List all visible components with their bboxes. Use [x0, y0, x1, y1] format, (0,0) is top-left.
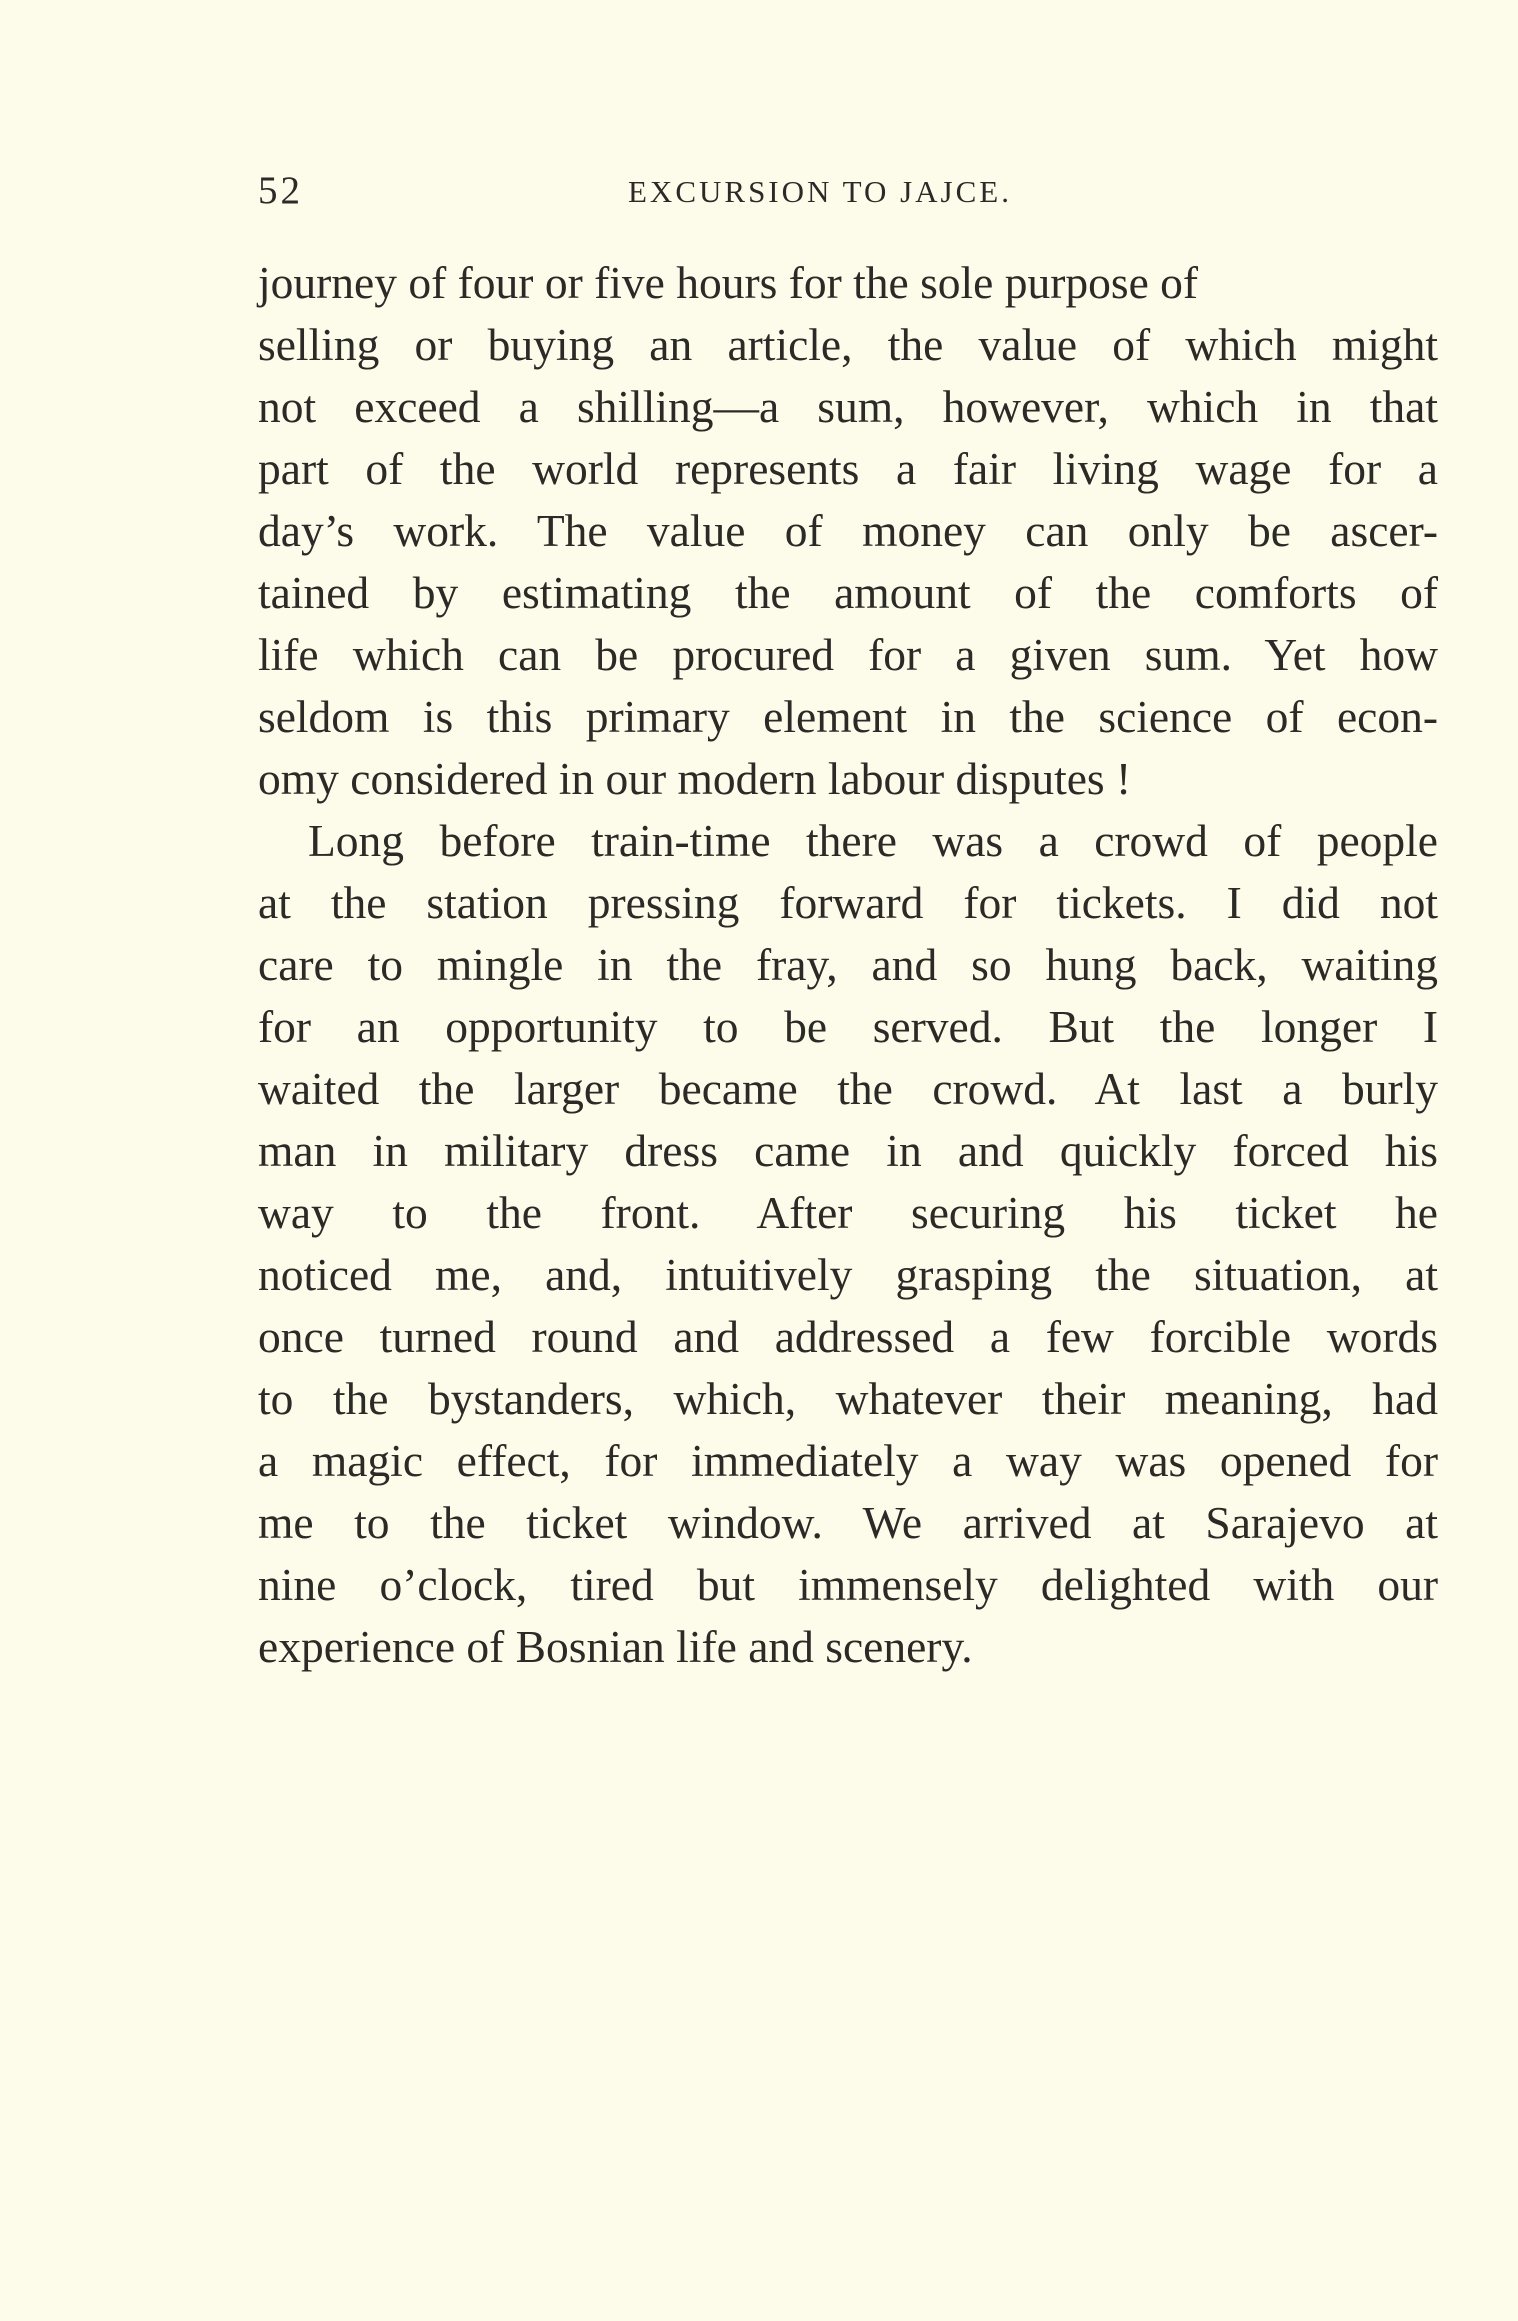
text-line: care to mingle in the fray, and so hung back, waiting	[258, 939, 1438, 990]
running-head	[258, 168, 1438, 218]
text-line: me to the ticket window. We arrived at Sarajevo at	[258, 1497, 1438, 1548]
text-line: at the station pressing forward for tickets. I did not	[258, 877, 1438, 928]
text-line: waited the larger became the crowd. At last a burly	[258, 1063, 1438, 1114]
text-line: experience of Bosnian life and scenery.	[258, 1621, 973, 1672]
text-line: selling or buying an article, the value of which might	[258, 319, 1438, 370]
body-text	[258, 252, 1438, 1678]
text-line: tained by estimating the amount of the comforts of	[258, 567, 1438, 618]
text-line: part of the world represents a fair living wage for a	[258, 443, 1438, 494]
text-line: omy considered in our modern labour disputes !	[258, 753, 1132, 804]
text-line: a magic effect, for immediately a way was opened for	[258, 1435, 1438, 1486]
text-line: not exceed a shilling—a sum, however, which in that	[258, 381, 1438, 432]
text-line: once turned round and addressed a few forcible words	[258, 1311, 1438, 1362]
text-line: to the bystanders, which, whatever their meaning, had	[258, 1373, 1438, 1424]
text-line: noticed me, and, intuitively grasping the situation, at	[258, 1249, 1438, 1300]
text-line: journey of four or five hours for the sole purpose of	[258, 257, 1199, 308]
text-line: for an opportunity to be served. But the longer I	[258, 1001, 1438, 1052]
text-line: nine o’clock, tired but immensely delighted with our	[258, 1559, 1438, 1610]
text-line: Long before train-time there was a crowd of people	[308, 815, 1438, 866]
text-line: way to the front. After securing his ticket he	[258, 1187, 1438, 1238]
text-line: seldom is this primary element in the science of econ-	[258, 691, 1438, 742]
page-number: 52	[258, 169, 303, 212]
text-line: day’s work. The value of money can only be ascer-	[258, 505, 1438, 556]
text-line: life which can be procured for a given sum. Yet how	[258, 629, 1438, 680]
text-line: man in military dress came in and quickly forced his	[258, 1125, 1438, 1176]
running-title: EXCURSION TO JAJCE.	[628, 174, 1012, 209]
